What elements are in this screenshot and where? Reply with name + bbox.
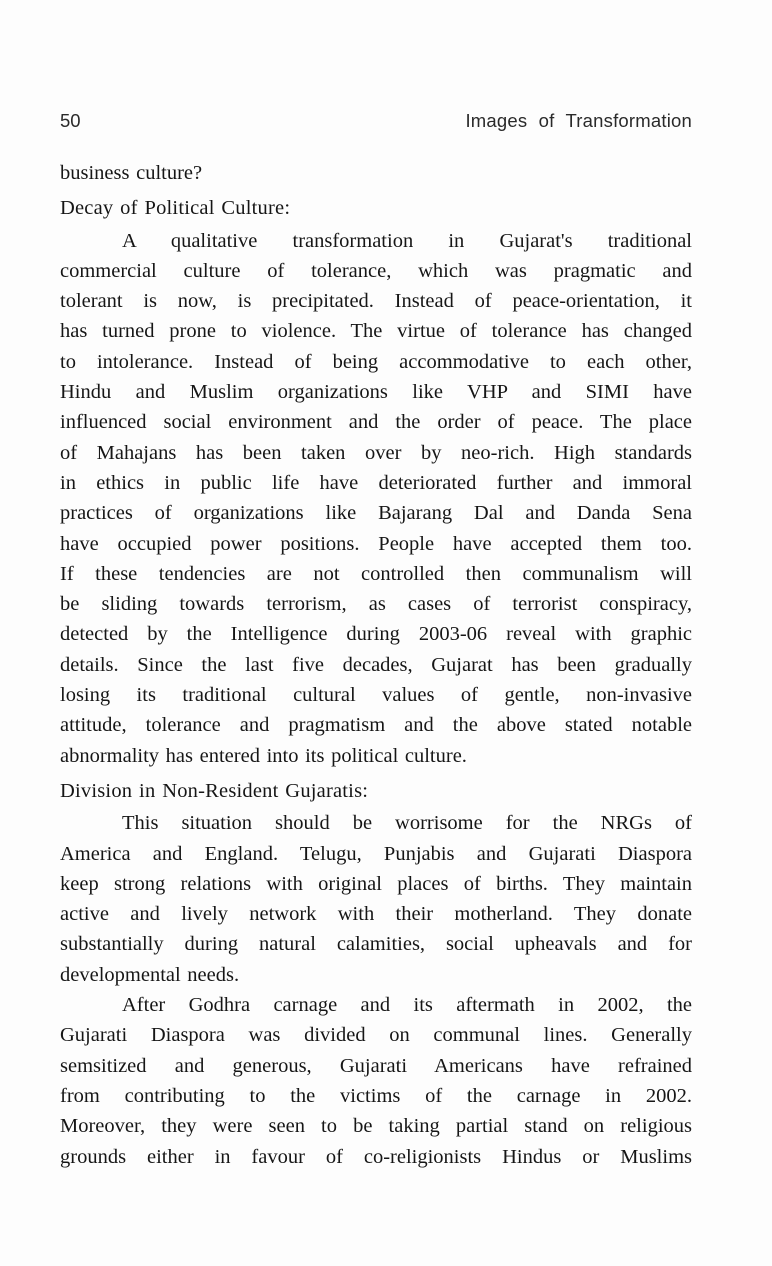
text-line: from contributing to the victims of the carnage in 2002.	[60, 1084, 692, 1107]
text-line: to intolerance. Instead of being accommodative to each other,	[60, 350, 692, 373]
text-line: in ethics in public life have deteriorated further and immoral	[60, 471, 692, 494]
text-line: keep strong relations with original places of births. They maintain	[60, 872, 692, 895]
text-line: After Godhra carnage and its aftermath in 2002, the	[122, 994, 692, 1017]
text-line: of Mahajans has been taken over by neo-rich. High standards	[60, 441, 692, 464]
text-line: If these tendencies are not controlled then communalism will	[60, 562, 692, 585]
text-line: has turned prone to violence. The virtue of tolerance has changed	[60, 320, 692, 343]
text-line: Division in Non-Resident Gujaratis:	[60, 779, 369, 802]
section-heading	[60, 776, 692, 806]
text-line: A qualitative transformation in Gujarat's traditional	[122, 229, 692, 252]
text-line: influenced social environment and the order of peace. The place	[60, 411, 692, 434]
text-line: This situation should be worrisome for the NRGs of	[122, 812, 692, 835]
text-line: substantially during natural calamities, social upheavals and for	[60, 933, 692, 956]
text-line: Hindu and Muslim organizations like VHP and SIMI have	[60, 381, 692, 404]
page-body	[60, 158, 692, 1172]
paragraph	[60, 808, 692, 990]
text-line: losing its traditional cultural values of gentle, non-invasive	[60, 684, 692, 707]
text-line: tolerant is now, is precipitated. Instead of peace-orientation, it	[60, 290, 692, 313]
page-number: 50	[60, 110, 81, 131]
section-heading	[60, 193, 692, 223]
text-line: grounds either in favour of co-religionists Hindus or Muslims	[60, 1145, 692, 1168]
text-line: abnormality has entered into its political culture.	[60, 744, 467, 767]
paragraph	[60, 226, 692, 771]
paragraph	[60, 990, 692, 1172]
text-line: practices of organizations like Bajarang Dal and Danda Sena	[60, 502, 692, 525]
text-line: semsitized and generous, Gujarati Americans have refrained	[60, 1054, 692, 1077]
text-line: attitude, tolerance and pragmatism and the above stated notable	[60, 714, 692, 737]
paragraph	[60, 158, 692, 188]
text-line: be sliding towards terrorism, as cases of terrorist conspiracy,	[60, 593, 692, 616]
text-line: have occupied power positions. People have accepted them too.	[60, 532, 692, 555]
text-line: details. Since the last five decades, Gujarat has been gradually	[60, 653, 692, 676]
text-line: active and lively network with their motherland. They donate	[60, 903, 692, 926]
running-header	[60, 110, 692, 132]
text-line: Decay of Political Culture:	[60, 197, 291, 220]
text-line: America and England. Telugu, Punjabis and Gujarati Diaspora	[60, 842, 692, 865]
text-line: commercial culture of tolerance, which was pragmatic and	[60, 259, 692, 282]
text-line: developmental needs.	[60, 963, 240, 986]
text-line: detected by the Intelligence during 2003-06 reveal with graphic	[60, 623, 692, 646]
text-line: Moreover, they were seen to be taking partial stand on religious	[60, 1115, 692, 1138]
text-line: business culture?	[60, 162, 203, 184]
text-line: Gujarati Diaspora was divided on communal lines. Generally	[60, 1024, 692, 1047]
running-title: Images of Transformation	[465, 110, 692, 131]
